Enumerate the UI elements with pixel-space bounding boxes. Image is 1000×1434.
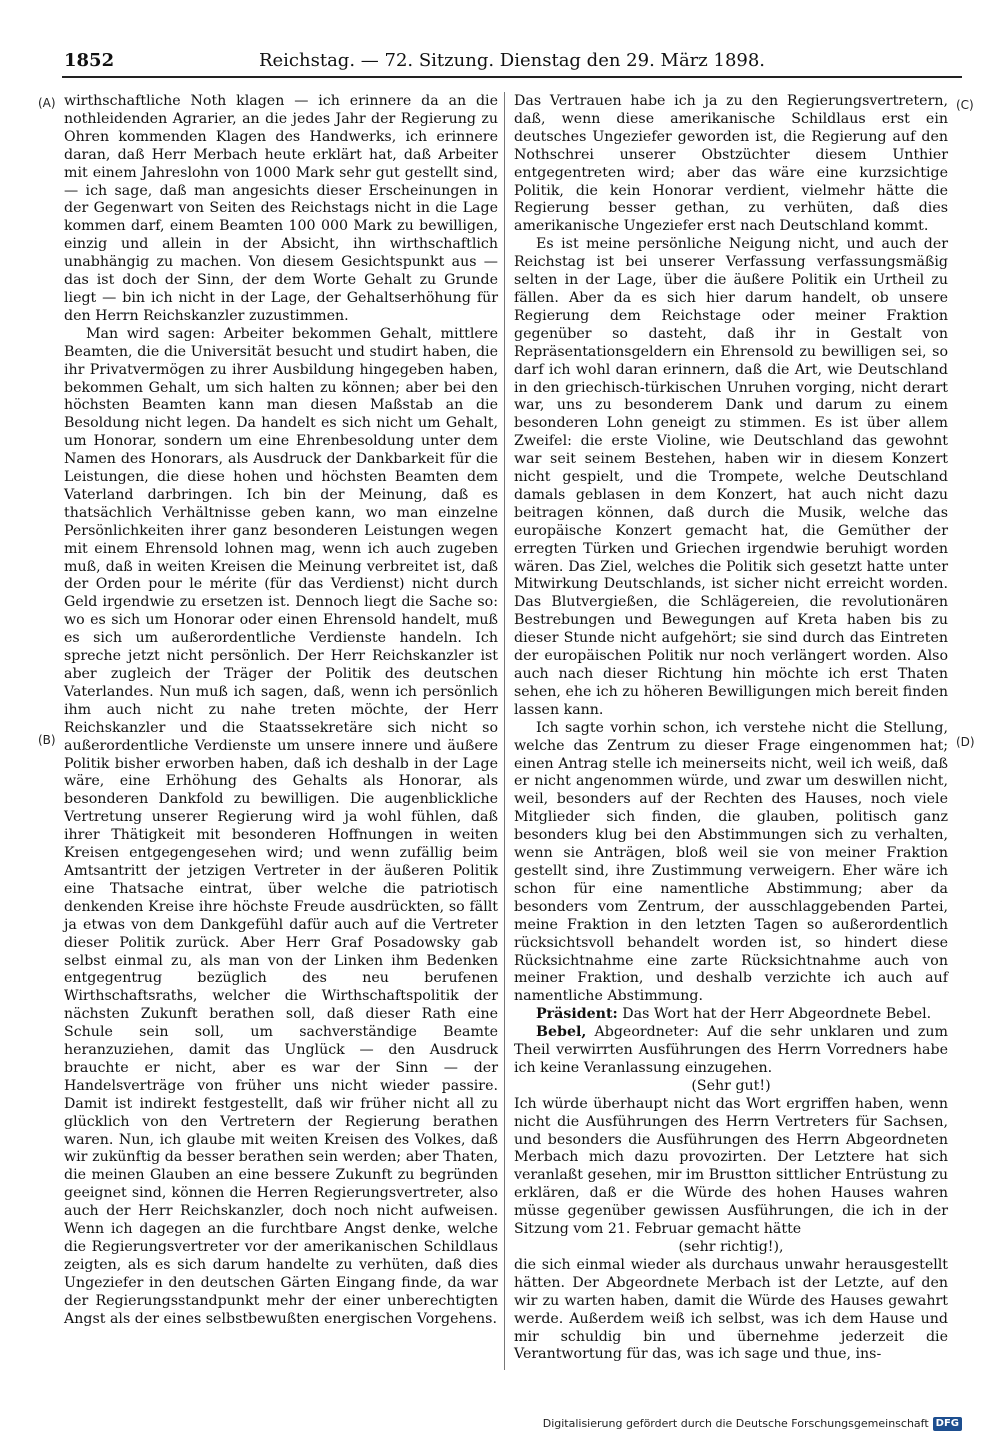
page-title: Reichstag. — 72. Sitzung. Dienstag den 29. März 1898. <box>258 50 766 71</box>
dfg-logo: DFG <box>933 1417 962 1431</box>
footer-credit: Digitalisierung gefördert durch die Deutsche Forschungsgemeinschaft <box>542 1417 929 1430</box>
interjection: (Sehr gut!) <box>691 1077 771 1094</box>
paragraph: wirthschaftliche Noth klagen — ich erinnere da an die nothleidenden Agrarier, an die jedes Jahr der Regierung zu Ohren kommenden Klagen des Handwerks, ich erinnere daran, daß Herr Merbach heute erklärt hat, daß Arbeiter mit einem Jahreslohn von 1000 Mark sehr gut gestellt sind, — ich sage, daß man angesichts dieser Erscheinungen in der Gegenwart von Seiten des Reichstags nicht in die Lage kommen darf, einem Beamten 100 000 Mark zu bewilligen, einzig und allein in der Absicht, ihn wirthschaftlich unabhängig zu machen. Von diesem Gesichtspunkt aus — das ist doch der Sinn, der dem Worte Gehalt zu Grunde liegt — bin ich nicht in der Lage, der Gehaltserhöhung für den Herrn Reichskanzler zuzustimmen. <box>64 93 498 324</box>
margin-mark-b: (B) <box>38 733 56 747</box>
paragraph: Ich würde überhaupt nicht das Wort ergriffen haben, wenn nicht die Ausführungen des Herrn Vertreters für Sachsen, und besonders die Ausführungen des Herrn Abgeordneten Merbach mich dazu provozirten. Der Letztere hat sich veranlaßt gesehen, mir im Brustton sittlicher Entrüstung zu erklären, daß er die Würde des hohen Hauses wahren müsse gegenüber gewissen Ausführungen, die ich in der Sitzung vom 21. Februar gemacht hätte <box>514 1095 948 1238</box>
column-divider <box>504 92 505 1370</box>
speaker-paragraph <box>514 1024 948 1078</box>
margin-mark-c: (C) <box>956 98 974 112</box>
speech-text: Das Wort hat der Herr Abgeordnete Bebel. <box>622 1006 932 1023</box>
right-column <box>514 93 948 1364</box>
page-header <box>64 48 960 74</box>
speech-text: Abgeordneter: Auf die sehr unklaren und zum Theil verwirrten Ausführungen des Herrn Vorredners habe ich keine Veranlassung einzugehen. <box>514 1024 948 1076</box>
paragraph: Das Vertrauen habe ich ja zu den Regierungsvertretern, daß, wenn diese amerikanische Schildlaus erst ein deutsches Ungeziefer geworden ist, die Regierung auf den Nothschrei unserer Obstzüchter diesem Unthier entgegentreten wird; aber das wäre eine kurzsichtige Politik, die kein Honorar verdient, vielmehr hätte die Regierung besser gethan, zu verhüten, daß dies amerikanische Ungeziefer erst nach Deutschland kommt. <box>514 93 948 235</box>
footer <box>543 1416 962 1432</box>
speaker-name: Bebel, <box>536 1024 587 1041</box>
paragraph: die sich einmal wieder als durchaus unwahr herausgestellt hätten. Der Abgeordnete Merbach ist der Letzte, auf den wir zu warten haben, damit die Würde des Hauses gewahrt werde. Außerdem weiß ich selbst, was ich dem Hause und mir schuldig bin und übernehme jederzeit die Verantwortung für das, was ich sage und thue, ins- <box>514 1256 948 1363</box>
paragraph: Man wird sagen: Arbeiter bekommen Gehalt, mittlere Beamten, die die Universität besucht und studirt haben, die ihr Privatvermögen zu ihrer Ausbildung hingegeben haben, bekommen Gehalt, um sich halten zu können; aber bei den höchsten Beamten kann man diesen Maßstab an die Besoldung nicht legen. Da handelt es sich nicht um Gehalt, um Honorar, sondern um eine Ehrenbesoldung unter dem Namen des Honorars, als Ausdruck der Dankbarkeit für die Leistungen, die diese hohen und höchsten Beamten dem Vaterland darbringen. Ich bin der Meinung, daß es thatsächlich Verhältnisse geben kann, wo man einzelne Persönlichkeiten ihrer ganz besonderen Leistungen wegen mit einem Ehrensold lohnen mag, wenn ich auch zugeben muß, daß in weiten Kreisen die Meinung verbreitet ist, daß der Orden pour le mérite (für das Verdienst) nicht durch Geld irgendwie zu ersetzen ist. Dennoch liegt die Sache so: wo es sich um Honorar oder einen Ehrensold handelt, muß es sich um außerordentliche Verdienste handeln. Ich spreche jetzt nicht persönlich. Der Herr Reichskanzler ist aber zugleich der Träger der Politik des deutschen Vaterlandes. Nun muß ich sagen, daß, wenn ich persönlich ihm auch nicht zu nahe treten möchte, der Herr Reichskanzler und die Staatssekretäre sich nicht so außerordentliche Verdienste um unsere innere und äußere Politik bisher erworben haben, daß ich deshalb in der Lage wäre, eine Erhöhung des Gehalts als Honorar, als besonderen Dankfold zu bewilligen. Die augenblickliche Vertretung unserer Regierung wird ja wohl fühlen, daß ihrer Thätigkeit mit besonderen Hoffnungen in weiten Kreisen entgegengesehen wird; und wenn zufällig beim Amtsantritt der jetzigen Vertreter in der äußeren Politik eine Thatsache eintrat, über welche die patriotisch denkenden Kreise ihre höchste Freude ausdrückten, so fällt ja etwas von dem Dankgefühl dafür auch auf die Vertreter dieser Politik zurück. Aber Herr Graf Posadowsky gab selbst einmal zu, als man von der Linken ihm Bedenken entgegentrug bezüglich des neu berufenen Wirthschaftsraths, welcher die Wirthschaftspolitik der nächsten Zukunft berathen soll, daß dieser Rath eine Schule sein soll, um sachverständige Beamte heranzuziehen, damit das Unglück — den Ausdruck brauchte er nicht, aber es war der Sinn — der Handelsverträge von früher uns nicht wieder passire. Damit ist indirekt festgestellt, daß wir früher nicht all zu glücklich von den Vertretern der Regierung berathen waren. Nun, ich glaube mit weiten Kreisen des Volkes, daß wir zukünftig da besser berathen sein werden; aber Thaten, die meinen Glauben an eine bessere Zukunft zu begründen geeignet sind, können die Herren Regierungsvertreter, also auch der Herr Reichskanzler, doch noch nicht aufweisen. Wenn ich dagegen an die furchtbare Angst denke, welche die Regierungsvertreter vor der amerikanischen Schildlaus zeigten, als es sich darum handelte zu verhüten, daß dies Ungeziefer in den deutschen Gärten Eingang finde, da war der Regierungsstandpunkt mehr der einer unberechtigten Angst als der eines selbstbewußten energischen Vorgehens. <box>64 325 498 1327</box>
page-number: 1852 <box>64 50 115 71</box>
paragraph: Ich sagte vorhin schon, ich verstehe nicht die Stellung, welche das Zentrum zu dieser Frage eingenommen hat; einen Antrag stelle ich meinerseits nicht, weil ich weiß, daß er nicht angenommen würde, und zwar um deswillen nicht, weil, besonders auf der Rechten des Hauses, noch viele Mitglieder sich finden, die glauben, politisch ganz besonders klug bei den Abstimmungen sich zu verhalten, wenn sie Anträgen, bloß weil sie von meiner Fraktion gestellt sind, ihre Zustimmung verweigern. Eher wäre ich schon für eine namentliche Abstimmung; aber da besonders vom Zentrum, der ausschlaggebenden Partei, meine Fraktion in den letzten Tagen so außerordentlich rücksichtsvoll behandelt worden ist, so hindert diese Rücksichtnahme eine zarte Rücksichtnahme auch von meiner Fraktion, und deshalb verzichte ich auch auf namentliche Abstimmung. <box>514 719 948 1005</box>
speaker-paragraph <box>514 1006 948 1024</box>
margin-mark-d: (D) <box>956 735 975 749</box>
paragraph: Es ist meine persönliche Neigung nicht, und auch der Reichstag ist bei unserer Verfassung verfassungsmäßig selten in der Lage, über die äußere Politik ein Urtheil zu fällen. Aber da es sich hier darum handelt, ob unsere Regierung dem Reichstage oder meiner Fraktion gegenüber so dasteht, daß ihr in Gestalt von Repräsentationsgeldern ein Ehrensold zu bewilligen sei, so darf ich wohl daran erinnern, daß die Art, wie Deutschland in den griechisch-türkischen Unruhen vorging, nicht derart war, uns zu besonderem Dank und darum zu einem besonderen Lohn geneigt zu stimmen. Es ist über allem Zweifel: die erste Violine, wie Deutschland das gewohnt war seit seinem Bestehen, haben wir in diesem Konzert nicht gespielt, und die Trompete, welche Deutschland damals geblasen in dem Konzert, hat auch nicht dazu beitragen können, daß durch die Musik, welche das europäische Konzert gemacht hat, die Gemüther der erregten Türken und Griechen irgendwie beruhigt worden wären. Das Ziel, welches die Politik sich gesetzt hatte unter Mitwirkung Deutschlands, ist sicher nicht erreicht worden. Das Blutvergießen, die Schlägereien, die revolutionären Bestrebungen und Bewegungen auf Kreta haben bis zu dieser Stunde nicht aufgehört; sie sind durch das Eintreten der europäischen Politik nur noch verlängert worden. Also auch nach dieser Richtung hin möchte ich erst Thaten sehen, ehe ich zu höheren Bewilligungen mich bereit finden lassen kann. <box>514 236 948 718</box>
left-column <box>64 93 498 1329</box>
interjection: (sehr richtig!), <box>678 1239 784 1255</box>
header-rule <box>62 76 962 78</box>
margin-mark-a: (A) <box>38 96 56 110</box>
speaker-name: Präsident: <box>536 1006 618 1023</box>
